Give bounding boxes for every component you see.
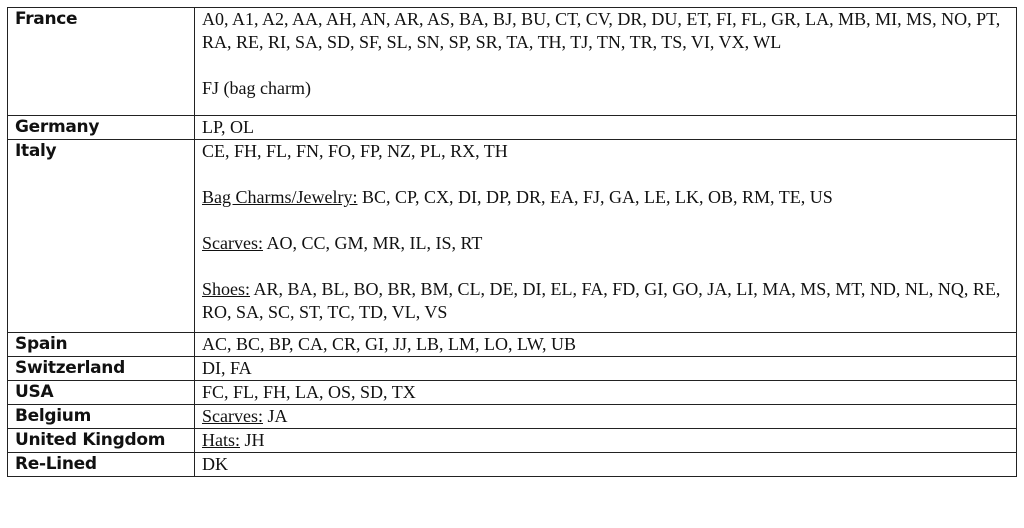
category-label: Shoes: <box>202 279 251 299</box>
category-label: Scarves: <box>202 233 263 253</box>
country-name: Belgium <box>8 405 195 429</box>
codes-text: DK <box>202 454 228 474</box>
country-name: Germany <box>8 116 195 140</box>
code-list <box>195 381 1017 405</box>
table-row <box>8 381 1017 405</box>
code-block <box>202 186 1010 209</box>
country-name: France <box>8 8 195 116</box>
table-row <box>8 357 1017 381</box>
country-name: Re-Lined <box>8 453 195 477</box>
code-block <box>202 232 1010 255</box>
code-block <box>202 8 1010 54</box>
table-row <box>8 405 1017 429</box>
country-name: Italy <box>8 140 195 333</box>
codes-text: JA <box>262 406 288 426</box>
country-name: Switzerland <box>8 357 195 381</box>
code-list <box>195 357 1017 381</box>
country-name: Spain <box>8 333 195 357</box>
country-code-table <box>7 7 1017 477</box>
code-list <box>195 405 1017 429</box>
table-row <box>8 453 1017 477</box>
table-row <box>8 8 1017 116</box>
codes-text: AO, CC, GM, MR, IL, IS, RT <box>262 233 483 253</box>
codes-text: FJ (bag charm) <box>202 78 311 98</box>
category-label: Scarves: <box>202 406 263 426</box>
code-list <box>195 8 1017 116</box>
table-row <box>8 429 1017 453</box>
codes-text: LP, OL <box>202 117 255 137</box>
category-label: Hats: <box>202 430 240 450</box>
codes-text: JH <box>240 430 265 450</box>
codes-text: BC, CP, CX, DI, DP, DR, EA, FJ, GA, LE, LK, OB, RM, TE, US <box>357 187 833 207</box>
code-block <box>202 140 1010 163</box>
country-name: USA <box>8 381 195 405</box>
codes-text: CE, FH, FL, FN, FO, FP, NZ, PL, RX, TH <box>202 141 508 161</box>
code-block <box>202 278 1010 324</box>
code-block <box>202 77 1010 100</box>
codes-text: DI, FA <box>202 358 252 378</box>
codes-text: FC, FL, FH, LA, OS, SD, TX <box>202 382 416 402</box>
codes-text: AC, BC, BP, CA, CR, GI, JJ, LB, LM, LO, LW, UB <box>202 334 577 354</box>
table-row <box>8 116 1017 140</box>
codes-text: A0, A1, A2, AA, AH, AN, AR, AS, BA, BJ, BU, CT, CV, DR, DU, ET, FI, FL, GR, LA, MB, MI, MS, NO, PT, RA, RE, RI, SA, SD, SF, SL, SN, SP, SR, TA, TH, TJ, TN, TR, TS, VI, VX, WL <box>202 9 1001 52</box>
codes-text: AR, BA, BL, BO, BR, BM, CL, DE, DI, EL, FA, FD, GI, GO, JA, LI, MA, MS, MT, ND, NL, NQ, RE, RO, SA, SC, ST, TC, TD, VL, VS <box>202 279 1001 322</box>
table-row <box>8 140 1017 333</box>
code-list <box>195 429 1017 453</box>
category-label: Bag Charms/Jewelry: <box>202 187 358 207</box>
code-list <box>195 453 1017 477</box>
table-row <box>8 333 1017 357</box>
country-name: United Kingdom <box>8 429 195 453</box>
code-list <box>195 333 1017 357</box>
code-list <box>195 140 1017 333</box>
code-list <box>195 116 1017 140</box>
